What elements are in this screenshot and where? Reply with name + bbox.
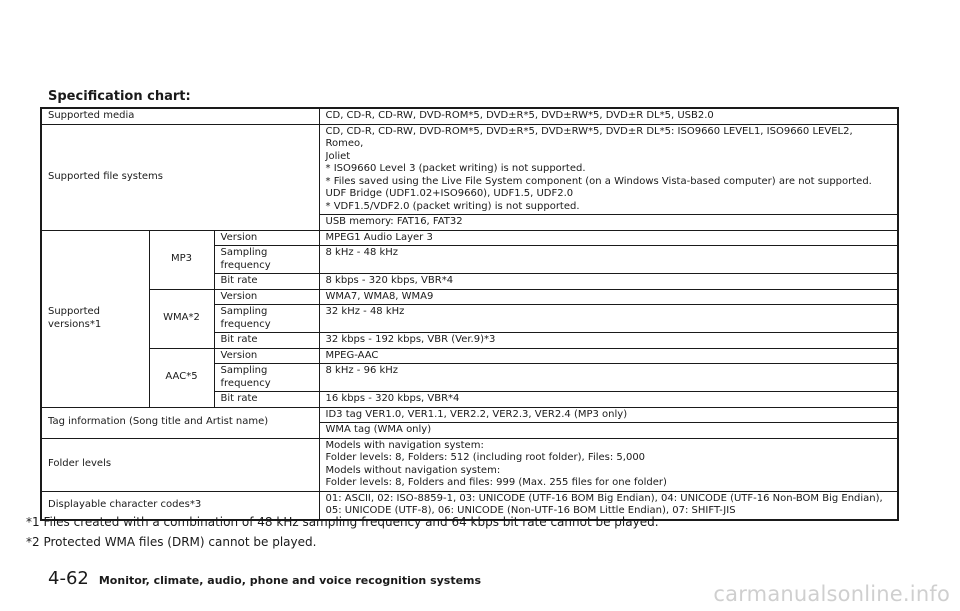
wma-freq-label: Sampling frequency — [214, 305, 319, 333]
chart-title: Specification chart: — [48, 89, 191, 104]
mp3-bitrate-label: Bit rate — [214, 274, 319, 290]
row-value-file-systems-usb: USB memory: FAT16, FAT32 — [319, 215, 898, 231]
row-label-supported-media: Supported media — [41, 108, 319, 124]
wma-bitrate-label: Bit rate — [214, 333, 319, 349]
specification-table — [40, 107, 899, 521]
row-value-file-systems-disc: CD, CD-R, CD-RW, DVD-ROM*5, DVD±R*5, DVD±RW*5, DVD±R DL*5: ISO9660 LEVEL1, ISO9660 LEVEL2, Romeo, Joliet * ISO9660 Level 3 (packet writing) is not supported. * Files saved using the Live File System component (on a Windows Vista-based computer) are not supported. UDF Bridge (UDF1.02+ISO9660), UDF1.5, UDF2.0 * VDF1.5/VDF2.0 (packet writing) is not supported. — [319, 124, 898, 215]
footnote-1: *1 Files created with a combination of 48 kHz sampling frequency and 64 kbps bit rate cannot be played. — [26, 515, 659, 529]
aac-freq-label: Sampling frequency — [214, 364, 319, 392]
table-row — [41, 407, 898, 423]
page-footer — [48, 568, 481, 589]
aac-bitrate-label: Bit rate — [214, 392, 319, 408]
mp3-bitrate-value: 8 kbps - 320 kbps, VBR*4 — [319, 274, 898, 290]
table-row — [41, 124, 898, 215]
row-label-file-systems: Supported file systems — [41, 124, 319, 230]
page-number: 4-62 — [48, 568, 89, 589]
mp3-version-label: Version — [214, 230, 319, 246]
aac-bitrate-value: 16 kbps - 320 kbps, VBR*4 — [319, 392, 898, 408]
row-label-char-codes: Displayable character codes*3 — [41, 491, 319, 520]
row-value-folder-levels: Models with navigation system: Folder levels: 8, Folders: 512 (including root folder), Files: 5,000 Models without navigation system: Folder levels: 8, Folders and files: 999 (Max. 255 files for one folder) — [319, 438, 898, 491]
format-label-wma: WMA*2 — [149, 289, 214, 348]
table-row — [41, 289, 898, 305]
row-label-tag-info: Tag information (Song title and Artist name) — [41, 407, 319, 438]
table-row — [41, 108, 898, 124]
wma-bitrate-value: 32 kbps - 192 kbps, VBR (Ver.9)*3 — [319, 333, 898, 349]
watermark: carmanualsonline.info — [713, 582, 950, 606]
row-value-tag-info-wma: WMA tag (WMA only) — [319, 423, 898, 439]
mp3-freq-value: 8 kHz - 48 kHz — [319, 246, 898, 274]
table-row — [41, 348, 898, 364]
footnotes — [26, 512, 659, 552]
aac-freq-value: 8 kHz - 96 kHz — [319, 364, 898, 392]
row-value-char-codes: 01: ASCII, 02: ISO-8859-1, 03: UNICODE (UTF-16 BOM Big Endian), 04: UNICODE (UTF-16 Non-BOM Big Endian), 05: UNICODE (UTF-8), 06: UNICODE (Non-UTF-16 BOM Little Endian), 07: SHIFT-JIS — [319, 491, 898, 520]
aac-version-value: MPEG-AAC — [319, 348, 898, 364]
wma-version-label: Version — [214, 289, 319, 305]
table-row — [41, 438, 898, 491]
row-label-folder-levels: Folder levels — [41, 438, 319, 491]
table-row — [41, 230, 898, 246]
format-label-mp3: MP3 — [149, 230, 214, 289]
row-value-tag-info-id3: ID3 tag VER1.0, VER1.1, VER2.2, VER2.3, VER2.4 (MP3 only) — [319, 407, 898, 423]
wma-freq-value: 32 kHz - 48 kHz — [319, 305, 898, 333]
aac-version-label: Version — [214, 348, 319, 364]
row-label-supported-versions: Supported versions*1 — [41, 230, 149, 407]
footnote-2: *2 Protected WMA files (DRM) cannot be played. — [26, 535, 317, 549]
section-title: Monitor, climate, audio, phone and voice recognition systems — [98, 574, 482, 587]
wma-version-value: WMA7, WMA8, WMA9 — [319, 289, 898, 305]
format-label-aac: AAC*5 — [149, 348, 214, 407]
mp3-freq-label: Sampling frequency — [214, 246, 319, 274]
mp3-version-value: MPEG1 Audio Layer 3 — [319, 230, 898, 246]
row-value-supported-media: CD, CD-R, CD-RW, DVD-ROM*5, DVD±R*5, DVD±RW*5, DVD±R DL*5, USB2.0 — [319, 108, 898, 124]
